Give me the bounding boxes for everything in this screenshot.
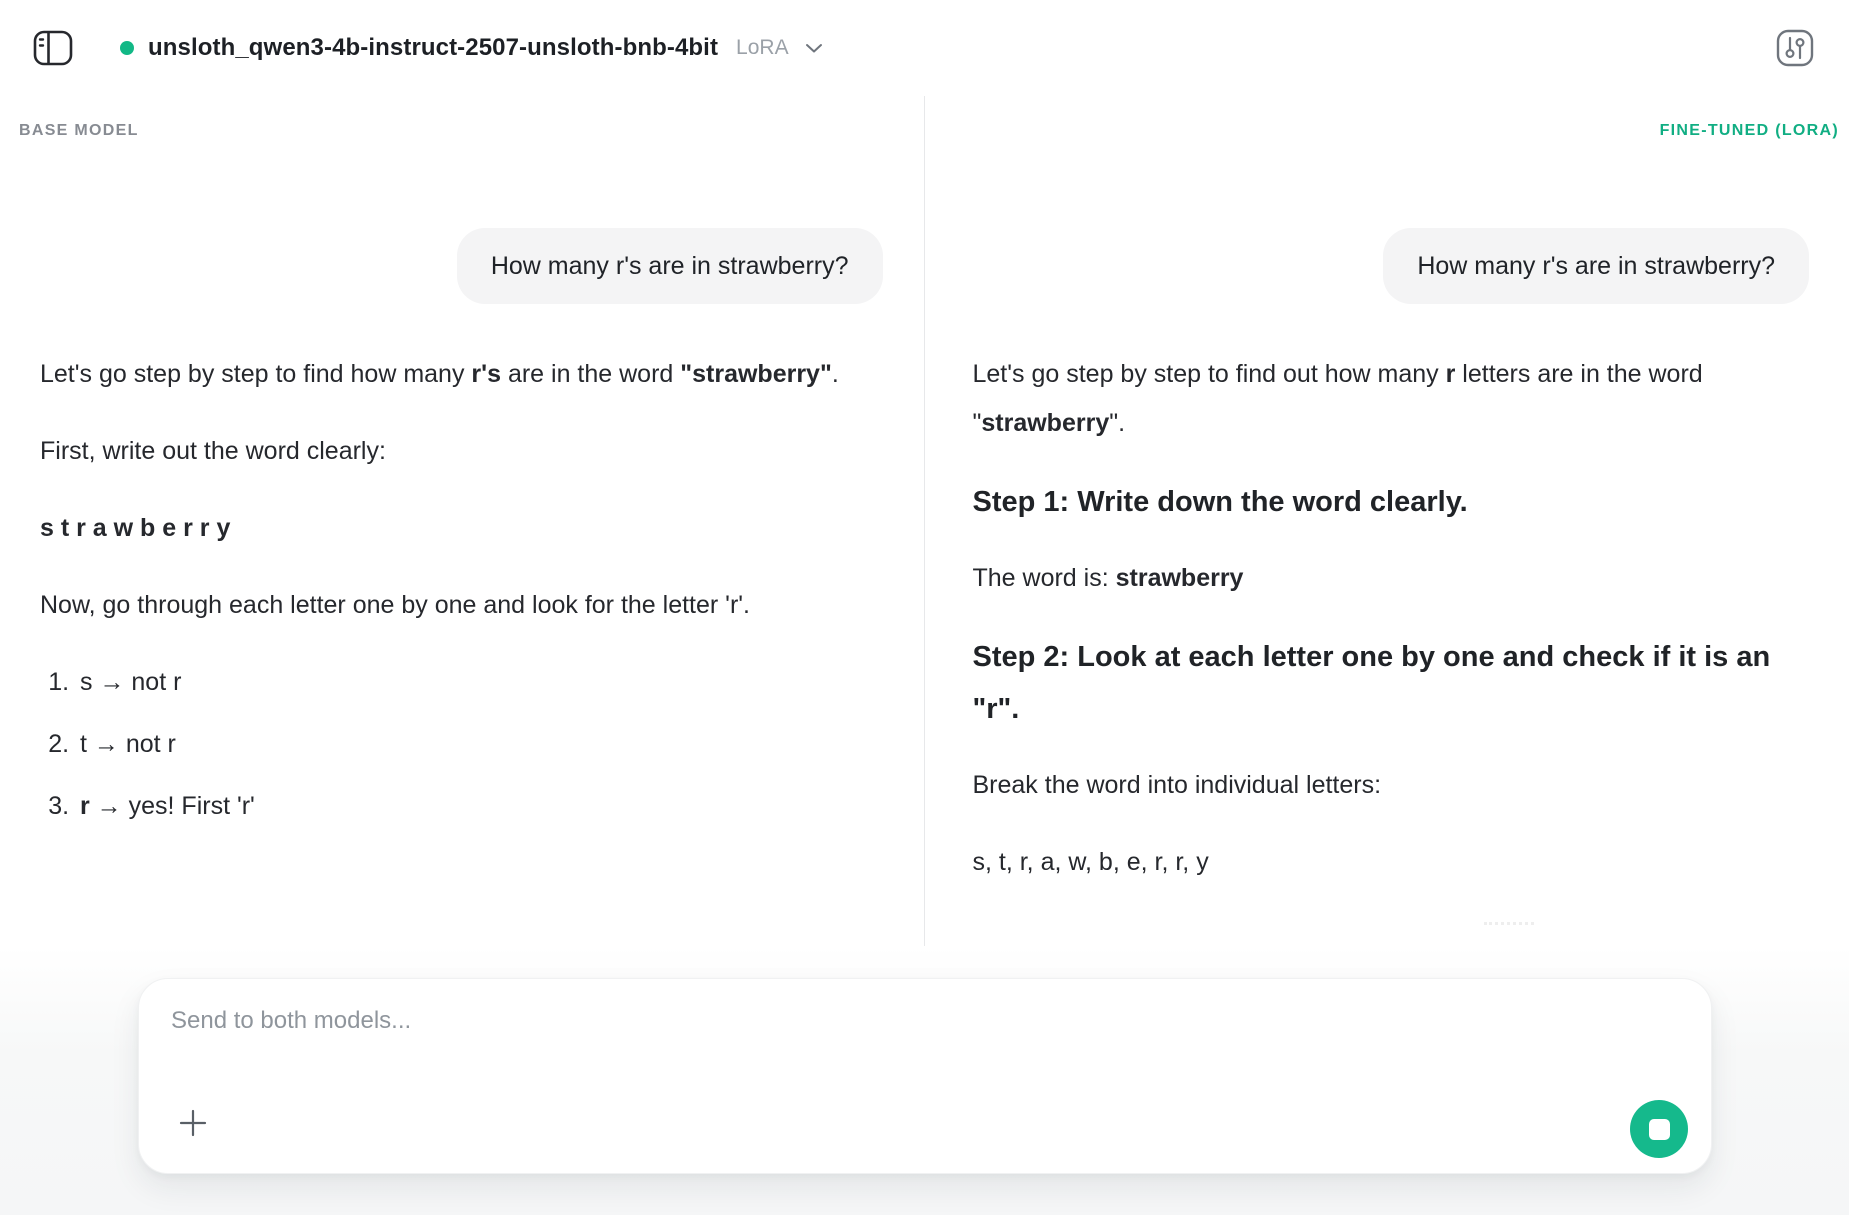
response-paragraph: The word is: strawberry xyxy=(972,564,1244,592)
comparison-panels xyxy=(0,96,1849,946)
list-item: 1. s → not r xyxy=(76,658,883,707)
panel-fine-tuned xyxy=(925,96,1849,946)
sidebar-toggle-button[interactable] xyxy=(30,25,76,71)
chevron-down-icon xyxy=(805,42,823,54)
adapter-badge: LoRA xyxy=(736,36,789,59)
user-message-row xyxy=(40,228,883,304)
base-model-response xyxy=(40,350,883,831)
stop-generation-button[interactable] xyxy=(1630,1100,1688,1158)
attach-button[interactable] xyxy=(171,1101,215,1145)
response-paragraph: Now, go through each letter one by one and look for the letter 'r'. xyxy=(40,591,750,619)
response-paragraph: s, t, r, a, w, b, e, r, r, y xyxy=(972,848,1209,876)
plus-icon xyxy=(177,1107,209,1139)
user-message-row xyxy=(973,228,1810,304)
letter-check-list xyxy=(40,658,883,831)
response-paragraph: Break the word into individual letters: xyxy=(972,771,1382,799)
base-model-label: BASE MODEL xyxy=(19,122,139,139)
list-item: 2. t → not r xyxy=(76,720,883,769)
streaming-text-artifact xyxy=(1484,922,1534,925)
response-paragraph: First, write out the word clearly: xyxy=(40,437,386,465)
app-header xyxy=(0,0,1849,96)
fine-tuned-label: FINE-TUNED (LORA) xyxy=(1659,122,1839,139)
fine-tuned-response xyxy=(973,350,1810,887)
composer-card xyxy=(138,978,1712,1174)
settings-button[interactable] xyxy=(1771,24,1819,72)
stop-icon xyxy=(1649,1119,1670,1140)
model-selector[interactable] xyxy=(110,28,833,68)
response-paragraph: Let's go step by step to find out how many r letters are in the word "strawberry". xyxy=(972,360,1703,437)
status-dot xyxy=(120,41,134,55)
model-name: unsloth_qwen3-4b-instruct-2507-unsloth-bnb-4bit xyxy=(148,34,719,61)
step-heading: Step 1: Write down the word clearly. xyxy=(972,486,1468,518)
response-paragraph: s t r a w b e r r y xyxy=(40,514,231,542)
sidebar-toggle-icon xyxy=(33,30,73,66)
step-heading: Step 2: Look at each letter one by one and check if it is an "r". xyxy=(972,641,1771,725)
prompt-input[interactable] xyxy=(169,1005,1591,1095)
user-message-bubble: How many r's are in strawberry? xyxy=(457,228,883,304)
panel-divider xyxy=(924,96,925,946)
sliders-icon xyxy=(1776,29,1814,67)
panel-base-model xyxy=(0,96,925,946)
response-paragraph: Let's go step by step to find how many r's are in the word "strawberry". xyxy=(40,360,839,388)
user-message-bubble: How many r's are in strawberry? xyxy=(1383,228,1809,304)
list-item: 3. r → yes! First 'r' xyxy=(76,782,883,831)
